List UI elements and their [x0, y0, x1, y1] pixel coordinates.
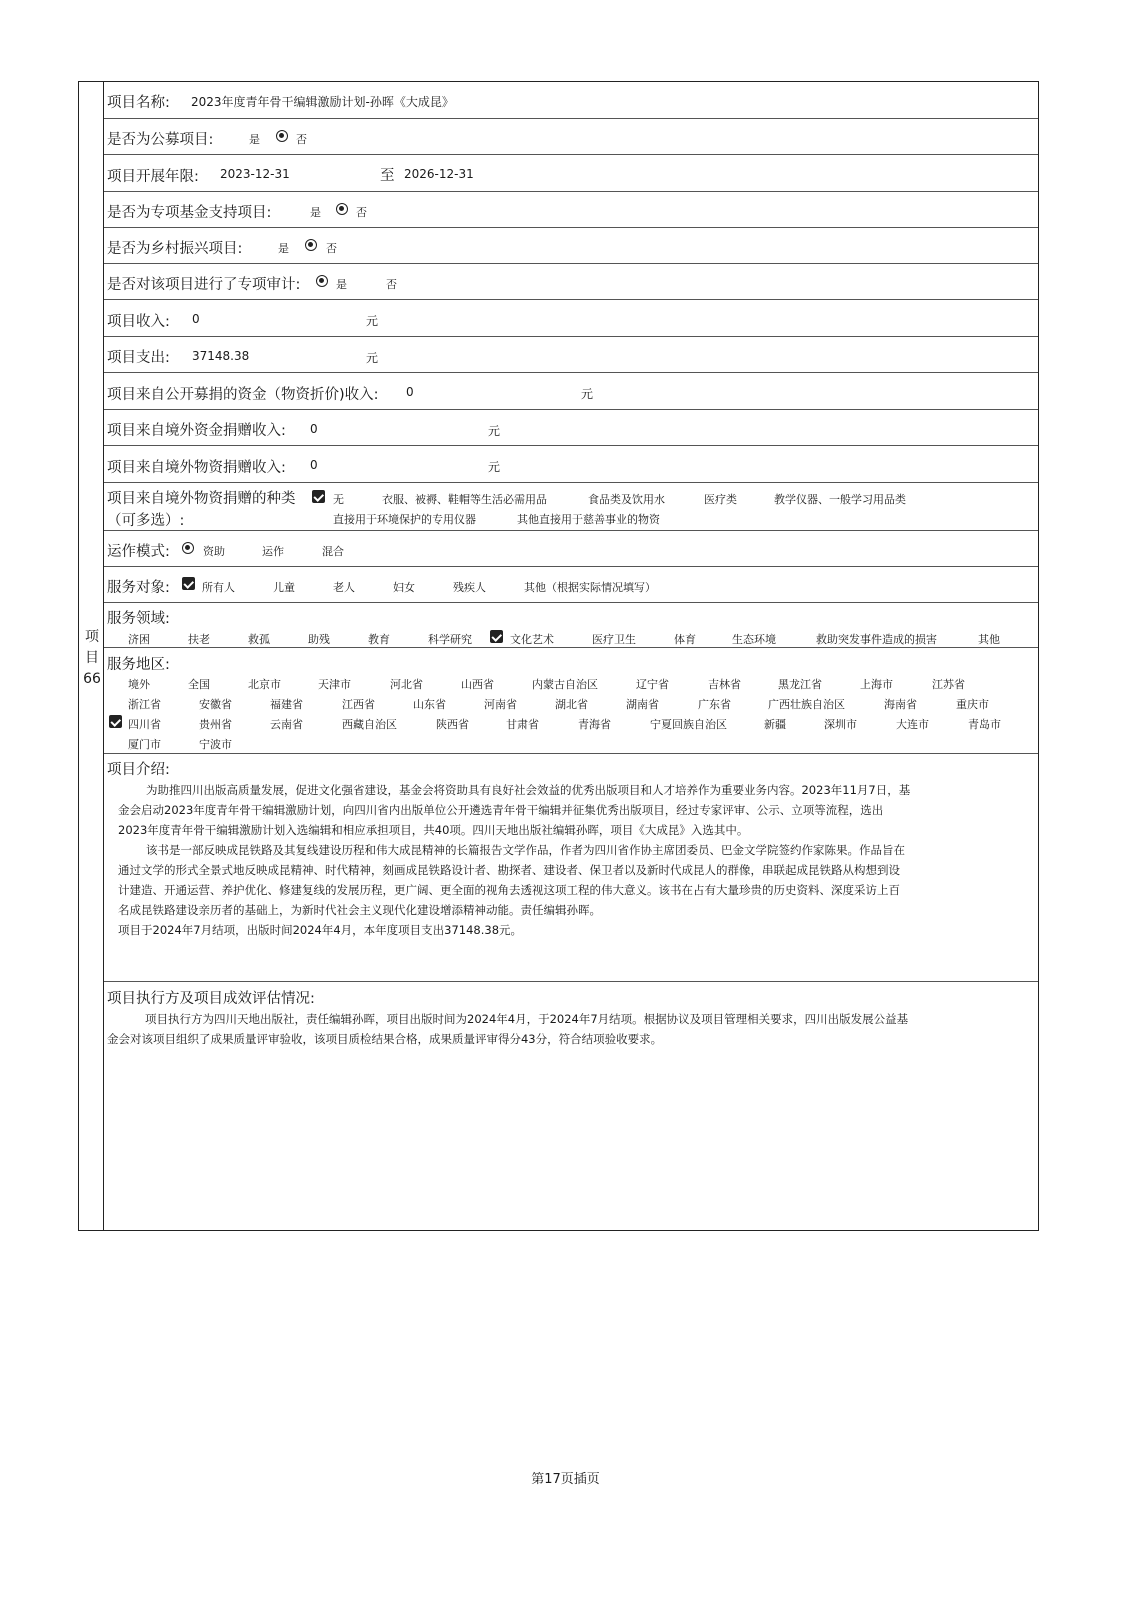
region-option[interactable]: 大连市 [896, 718, 929, 731]
field-option[interactable]: 生态环境 [732, 633, 776, 646]
target-option-other[interactable]: 其他（根据实际情况填写） [524, 581, 656, 594]
radio-selected-icon[interactable] [182, 542, 194, 554]
foreign-fund-label: 项目来自境外资金捐赠收入: [107, 423, 286, 439]
region-option[interactable]: 深圳市 [824, 718, 857, 731]
field-option[interactable]: 助残 [308, 633, 330, 646]
region-option[interactable]: 浙江省 [128, 698, 161, 711]
region-option[interactable]: 辽宁省 [636, 678, 669, 691]
expense-unit: 元 [366, 351, 379, 365]
rural-no[interactable]: 否 [326, 242, 337, 255]
target-option-children[interactable]: 儿童 [273, 581, 295, 594]
region-option[interactable]: 青岛市 [968, 718, 1001, 731]
row-income [104, 300, 1038, 337]
region-option[interactable]: 厦门市 [128, 738, 161, 751]
special-fund-no[interactable]: 否 [356, 206, 367, 219]
field-option[interactable]: 体育 [674, 633, 696, 646]
foreign-fund-unit: 元 [488, 424, 501, 438]
project-name-value: 2023年度青年骨干编辑激励计划-孙晖《大成昆》 [191, 95, 454, 109]
public-income-value: 0 [406, 385, 414, 399]
region-option[interactable]: 湖南省 [626, 698, 659, 711]
row-project-intro [104, 754, 1038, 982]
income-label: 项目收入: [107, 314, 170, 330]
foreign-fund-value: 0 [310, 422, 318, 436]
field-option[interactable]: 救孤 [248, 633, 270, 646]
row-service-targets [104, 567, 1038, 603]
evaluation-paragraph: 项目执行方为四川天地出版社，责任编辑孙晖，项目出版时间为2024年4月，于2024年7月结项。根据协议及项目管理相关要求，四川出版发展公益基 金会对该项目组织了成果质量评审验收，该项目质检结果合格，成果质量评审得分43分，符合结项验收要求。 [107, 1012, 909, 1046]
public-income-unit: 元 [581, 387, 594, 401]
period-label: 项目开展年限: [107, 169, 199, 185]
goods-option-environment[interactable]: 直接用于环境保护的专用仪器 [333, 513, 476, 526]
region-option[interactable]: 重庆市 [956, 698, 989, 711]
goods-types-label-sub: （可多选）: [107, 513, 185, 529]
region-option[interactable]: 甘肃省 [506, 718, 539, 731]
field-option[interactable]: 教育 [368, 633, 390, 646]
public-fundraising-label: 是否为公募项目: [107, 132, 214, 148]
region-option[interactable]: 上海市 [860, 678, 893, 691]
region-option[interactable]: 江西省 [342, 698, 375, 711]
target-option-elderly[interactable]: 老人 [333, 581, 355, 594]
rural-yes[interactable]: 是 [278, 242, 289, 255]
region-option[interactable]: 吉林省 [708, 678, 741, 691]
region-option[interactable]: 黑龙江省 [778, 678, 822, 691]
region-option[interactable]: 天津市 [318, 678, 351, 691]
region-option-sichuan[interactable]: 四川省 [128, 718, 161, 731]
foreign-goods-value: 0 [310, 458, 318, 472]
row-public-fundraising [104, 119, 1038, 155]
intro-label: 项目介绍: [107, 762, 170, 778]
checkbox-checked-icon[interactable] [109, 715, 122, 728]
row-evaluation [104, 982, 1038, 1230]
region-option[interactable]: 宁夏回族自治区 [650, 718, 727, 731]
row-operation [104, 531, 1038, 567]
operation-option-fund[interactable]: 资助 [203, 545, 225, 558]
service-fields-label: 服务领域: [107, 611, 170, 627]
service-regions-label: 服务地区: [107, 657, 170, 673]
goods-option-charity[interactable]: 其他直接用于慈善事业的物资 [517, 513, 660, 526]
region-option[interactable]: 青海省 [578, 718, 611, 731]
region-option[interactable]: 新疆 [764, 718, 786, 731]
audit-label: 是否对该项目进行了专项审计: [107, 277, 301, 293]
row-foreign-goods [104, 446, 1038, 483]
period-end: 2026-12-31 [404, 167, 474, 181]
radio-selected-icon[interactable] [316, 275, 328, 287]
row-foreign-fund [104, 410, 1038, 446]
operation-label: 运作模式: [107, 544, 170, 560]
foreign-goods-label: 项目来自境外物资捐赠收入: [107, 460, 286, 476]
row-expense [104, 337, 1038, 373]
field-option[interactable]: 救助突发事件造成的损害 [816, 633, 937, 646]
goods-option-none[interactable]: 无 [333, 493, 344, 506]
row-period [104, 155, 1038, 192]
row-project-name [104, 82, 1038, 119]
public-fundraising-yes[interactable]: 是 [249, 133, 260, 146]
goods-types-label: 项目来自境外物资捐赠的种类 [107, 491, 296, 507]
checkbox-checked-icon[interactable] [490, 630, 503, 643]
row-audit [104, 264, 1038, 300]
row-service-fields [104, 603, 1038, 648]
region-option[interactable]: 山东省 [413, 698, 446, 711]
income-unit: 元 [366, 314, 379, 328]
region-option[interactable]: 全国 [188, 678, 210, 691]
region-option[interactable]: 北京市 [248, 678, 281, 691]
income-value: 0 [192, 312, 200, 326]
field-option[interactable]: 济困 [128, 633, 150, 646]
expense-value: 37148.38 [192, 349, 250, 363]
radio-selected-icon[interactable] [276, 130, 288, 142]
evaluation-label: 项目执行方及项目成效评估情况: [107, 991, 315, 1007]
foreign-goods-unit: 元 [488, 460, 501, 474]
region-option[interactable]: 海南省 [884, 698, 917, 711]
region-option[interactable]: 贵州省 [199, 718, 232, 731]
intro-paragraph-1: 为助推四川出版高质量发展，促进文化强省建设，基金会将资助具有良好社会效益的优秀出版项目和人才培养作为重要业务内容。2023年11月7日，基 金会启动2023年度青年骨干编辑激励计划，向四川省内出版单位公开遴选青年骨干编辑并征集优秀出版项目，经过专家评审、公示、立项等流程，选出 2023年度青年骨干编辑激励计划入选编辑和相应承担项目，共40项。四川天地出版社编辑孙晖，项目《大成昆》入选其中。 该书是一部反映成昆铁路及其复线建设历程和伟大成昆精神的长篇报告文学作品，作者为四川省作协主席团委员、巴金文学院签约作家陈果。作品旨在 通过文学的形式全景式地反映成昆精神、时代精神，刻画成昆铁路设计者、勘探者、建设者、保卫者以及新时代成昆人的群像，串联起成昆铁路从构想到设 计建造、开通运营、养护优化、修建复线的发展历程，更广阔、更全面的视角去透视这项工程的伟大意义。该书在占有大量珍贵的历史资料、深度采访上百 名成昆铁路建设亲历者的基础上，为新时代社会主义现代化建设增添精神动能。责任编辑孙晖。 项目于2024年7月结项，出版时间2024年4月，本年度项目支出37148.38元。 [118, 783, 911, 937]
row-goods-types [104, 483, 1038, 531]
operation-option-mixed[interactable]: 混合 [322, 545, 344, 558]
project-number-label: 项 目 66 [83, 629, 101, 687]
field-option[interactable]: 扶老 [188, 633, 210, 646]
row-special-fund [104, 192, 1038, 228]
audit-yes[interactable]: 是 [336, 278, 347, 291]
region-option[interactable]: 河北省 [390, 678, 423, 691]
goods-option-food[interactable]: 食品类及饮用水 [588, 493, 665, 506]
goods-option-daily[interactable]: 衣服、被褥、鞋帽等生活必需用品 [382, 493, 547, 506]
region-option[interactable]: 宁波市 [199, 738, 232, 751]
row-service-regions [104, 648, 1038, 754]
project-number-column [79, 82, 104, 1230]
region-option[interactable]: 内蒙古自治区 [532, 678, 598, 691]
field-option[interactable]: 科学研究 [428, 633, 472, 646]
row-rural [104, 228, 1038, 264]
region-option[interactable]: 广西壮族自治区 [768, 698, 845, 711]
region-option[interactable]: 安徽省 [199, 698, 232, 711]
project-form [78, 81, 1039, 1231]
goods-option-teaching[interactable]: 教学仪器、一般学习用品类 [774, 493, 906, 506]
special-fund-yes[interactable]: 是 [310, 206, 321, 219]
target-option-women[interactable]: 妇女 [393, 581, 415, 594]
special-fund-label: 是否为专项基金支持项目: [107, 205, 272, 221]
region-option[interactable]: 湖北省 [555, 698, 588, 711]
audit-no[interactable]: 否 [386, 278, 397, 291]
region-option[interactable]: 江苏省 [932, 678, 965, 691]
expense-label: 项目支出: [107, 350, 170, 366]
period-to: 至 [380, 168, 395, 184]
field-option[interactable]: 医疗卫生 [592, 633, 636, 646]
goods-option-medical[interactable]: 医疗类 [704, 493, 737, 506]
region-option[interactable]: 福建省 [270, 698, 303, 711]
field-option[interactable]: 其他 [978, 633, 1000, 646]
radio-selected-icon[interactable] [336, 203, 348, 215]
region-option[interactable]: 河南省 [484, 698, 517, 711]
public-fundraising-no[interactable]: 否 [296, 133, 307, 146]
project-name-label: 项目名称: [107, 95, 170, 111]
field-option-culture[interactable]: 文化艺术 [510, 633, 554, 646]
target-option-all[interactable]: 所有人 [202, 581, 235, 594]
region-option[interactable]: 西藏自治区 [342, 718, 397, 731]
checkbox-checked-icon[interactable] [312, 490, 325, 503]
rural-label: 是否为乡村振兴项目: [107, 241, 243, 257]
service-targets-label: 服务对象: [107, 580, 170, 596]
region-option[interactable]: 陕西省 [436, 718, 469, 731]
checkbox-checked-icon[interactable] [182, 577, 195, 590]
radio-selected-icon[interactable] [305, 239, 317, 251]
public-income-label: 项目来自公开募捐的资金（物资折价)收入: [107, 387, 379, 403]
period-start: 2023-12-31 [220, 167, 290, 181]
operation-option-operate[interactable]: 运作 [262, 545, 284, 558]
region-option[interactable]: 境外 [128, 678, 150, 691]
row-public-income [104, 373, 1038, 410]
target-option-disabled[interactable]: 残疾人 [453, 581, 486, 594]
region-option[interactable]: 广东省 [698, 698, 731, 711]
region-option[interactable]: 山西省 [461, 678, 494, 691]
region-option[interactable]: 云南省 [270, 718, 303, 731]
page-footer: 第17页插页 [531, 1472, 600, 1487]
